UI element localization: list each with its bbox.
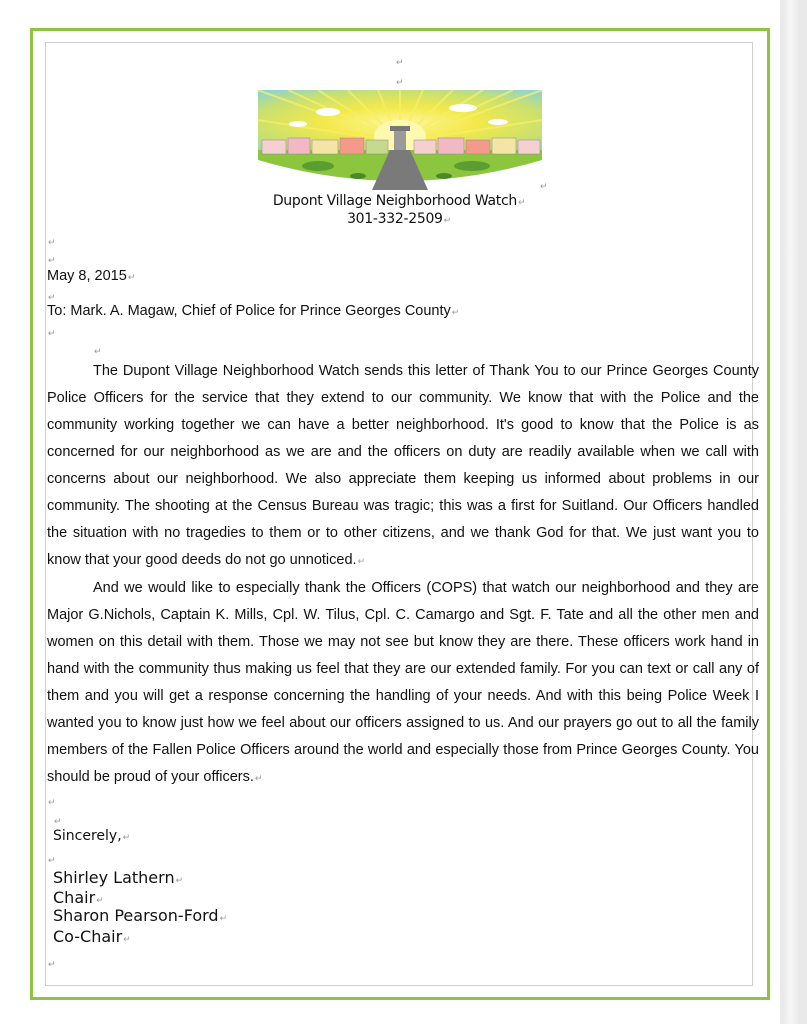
paragraph-mark: ↵	[357, 556, 366, 566]
recipient-line: To: Mark. A. Magaw, Chief of Police for Prince Georges County↵	[47, 303, 460, 319]
paragraph-mark: ↵	[396, 77, 404, 87]
paragraph-mark: ↵	[48, 959, 56, 969]
closing: Sincerely,↵	[53, 828, 131, 844]
paragraph-mark: ↵	[48, 255, 56, 265]
paragraph-mark: ↵	[48, 797, 56, 807]
paragraph-mark: ↵	[175, 876, 184, 886]
paragraph-mark: ↵	[517, 198, 526, 208]
body-paragraph-2: And we would like to especially thank the Officers (COPS) that watch our neighborhood and they are Major G.Nichols, Captain K. Mills, Cpl. W. Tilus, Cpl. C. Camargo and Sgt. F. Tate and all the other men and women on this detail with them. Those we may not see but know they are there. These officers work hand in hand with the community thus making us feel that they are our extended family. For you can text or call any of them and you will get a response concerning the handling of your needs. And with this being Police Week I wanted you to know just how we feel about our officers assigned to us. And our prayers go out to all the family members of the Fallen Police Officers around the world and especially those from Prince Georges County. You should be proud of your officers.↵	[47, 580, 759, 785]
paragraph-mark: ↵	[96, 896, 104, 906]
paragraph-mark: ↵	[443, 216, 451, 226]
paragraph-mark: ↵	[48, 292, 56, 302]
paragraph-mark: ↵	[122, 833, 131, 843]
paragraph-mark: ↵	[540, 181, 548, 191]
scrollbar-thumb[interactable]	[784, 0, 798, 1024]
paragraph-mark: ↵	[396, 57, 404, 67]
paragraph-mark: ↵	[54, 816, 62, 826]
letter-date: May 8, 2015↵	[47, 268, 136, 284]
paragraph-mark: ↵	[48, 855, 56, 865]
paragraph-mark: ↵	[123, 935, 131, 945]
paragraph-mark: ↵	[451, 307, 460, 317]
signer-1-name: Shirley Lathern↵	[53, 868, 184, 887]
paragraph-mark: ↵	[254, 773, 263, 783]
signer-1-title: Chair↵	[53, 888, 104, 907]
organization-phone: 301-332-2509↵	[347, 211, 451, 227]
neighborhood-watch-logo	[258, 90, 542, 192]
body-paragraph-1: The Dupont Village Neighborhood Watch sends this letter of Thank You to our Prince Georges County Police Officers for the service that they extend to our community. We know that with the Police and the community working together we can have a better neighborhood. It's good to know that the Police is as concerned for our neighborhood as we are and the officers on duty are readily available when we call with concerns about our neighborhood. We also appreciate them keeping us informed about problems in our community. The shooting at the Census Bureau was tragic; this was a first for Suitland. Our Officers handled the situation with no tragedies to them or to other citizens, and we thank God for that. We just want you to know that your good deeds do not go unnoticed.↵	[47, 363, 759, 568]
paragraph-mark: ↵	[94, 346, 102, 356]
paragraph-mark: ↵	[127, 272, 136, 282]
paragraph-mark: ↵	[219, 914, 228, 924]
signer-2-title: Co-Chair↵	[53, 927, 131, 946]
paragraph-mark: ↵	[48, 328, 56, 338]
signer-2-name: Sharon Pearson-Ford↵	[53, 906, 228, 925]
paragraph-mark: ↵	[48, 237, 56, 247]
letter-body	[47, 358, 759, 792]
organization-name: Dupont Village Neighborhood Watch↵	[272, 193, 526, 209]
